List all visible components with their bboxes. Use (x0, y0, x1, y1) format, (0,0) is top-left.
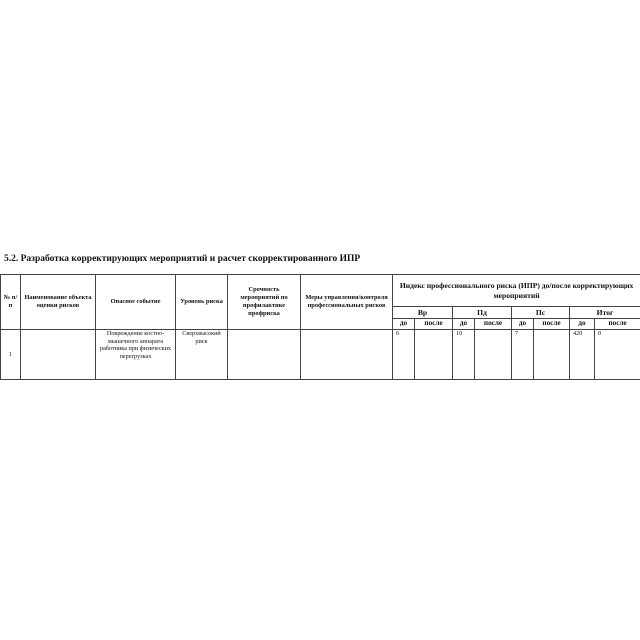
cell-control-measures (301, 330, 393, 380)
header-event: Опасное событие (96, 275, 176, 330)
header-ps: Пс (512, 307, 570, 319)
header-vr-after: после (415, 319, 453, 330)
cell-itog-before: 420 (570, 330, 595, 380)
header-control-measures: Меры управления/контроля профессиональных рисков (301, 275, 393, 330)
header-ipr: Индекс профессионального риска (ИПР) до/после корректирующих мероприятий (393, 275, 640, 307)
header-itog-after: после (595, 319, 640, 330)
cell-itog-after: 0 (595, 330, 640, 380)
header-itog-before: до (570, 319, 595, 330)
risk-correction-table (0, 274, 640, 380)
cell-event-text: Повреждение костно-мышечного аппарата работника при физических перегрузках (99, 330, 172, 360)
cell-vr-after (415, 330, 453, 380)
header-risk-level: Уровень риска (176, 275, 228, 330)
cell-ps-after (534, 330, 570, 380)
header-urgency: Срочность мероприятий по профилактике профриска (228, 275, 301, 330)
header-vr: Вр (393, 307, 453, 319)
section-title: 5.2. Разработка корректирующих мероприятий и расчет скорректированного ИПР (4, 254, 361, 264)
header-pd: Пд (453, 307, 512, 319)
header-pd-before: до (453, 319, 475, 330)
cell-pd-after (475, 330, 512, 380)
header-ps-after: после (534, 319, 570, 330)
header-vr-before: до (393, 319, 415, 330)
cell-risk-level: Сверхвысокий риск (176, 330, 228, 380)
header-object: Наименование объекта оценки рисков (21, 275, 96, 330)
cell-number: 1 (1, 330, 21, 380)
header-ps-before: до (512, 319, 534, 330)
header-number: № п/п (1, 275, 21, 330)
cell-pd-before: 10 (453, 330, 475, 380)
cell-object (21, 330, 96, 380)
cell-ps-before: 7 (512, 330, 534, 380)
table-row (1, 330, 640, 380)
cell-urgency (228, 330, 301, 380)
header-itog: Итог (570, 307, 640, 319)
cell-vr-before: 6 (393, 330, 415, 380)
cell-event (96, 330, 176, 380)
header-pd-after: после (475, 319, 512, 330)
